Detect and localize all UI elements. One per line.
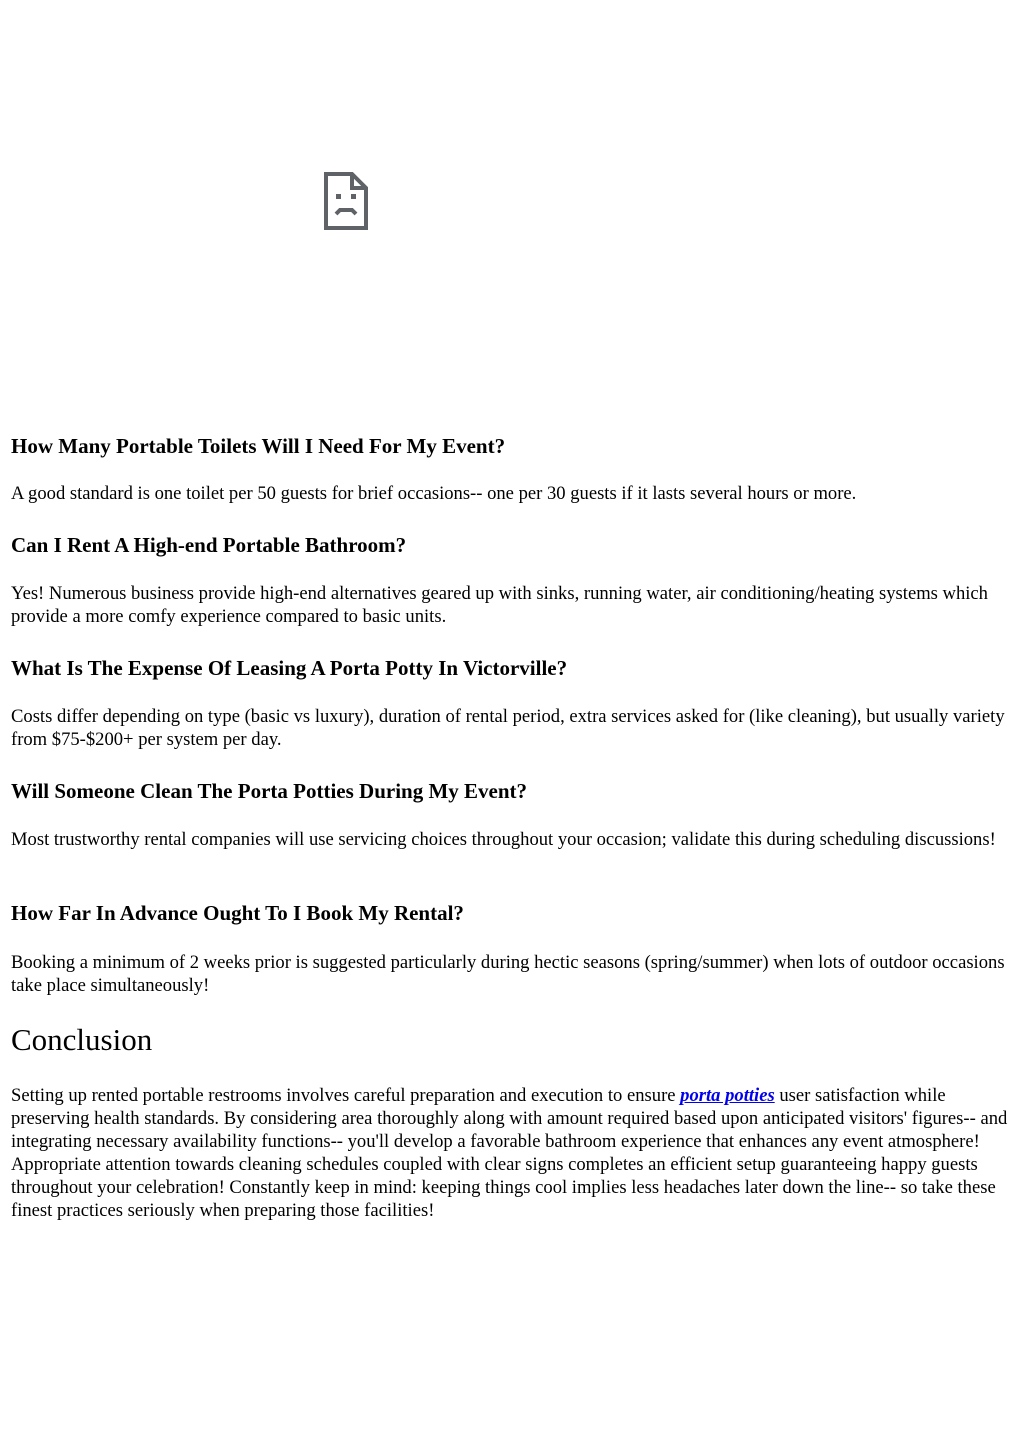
faq-answer-3: Costs differ depending on type (basic vs luxury), duration of rental period, extra services asked for (like cleaning), but usually variety from $75-$200+ per system per day. bbox=[11, 706, 1005, 750]
broken-image-icon bbox=[322, 172, 370, 230]
faq-question-2: Can I Rent A High-end Portable Bathroom? bbox=[11, 533, 407, 557]
faq-answer-2: Yes! Numerous business provide high-end alternatives geared up with sinks, running water, air conditioning/heating systems which provide a more comfy experience compared to basic units. bbox=[11, 583, 988, 627]
conclusion-heading: Conclusion bbox=[11, 1022, 153, 1057]
faq-answer-1: A good standard is one toilet per 50 guests for brief occasions-- one per 30 guests if it lasts several hours or more. bbox=[11, 483, 857, 504]
faq-answer-5: Booking a minimum of 2 weeks prior is suggested particularly during hectic seasons (spring/summer) when lots of outdoor occasions take place simultaneously! bbox=[11, 952, 1005, 996]
faq-question-3: What Is The Expense Of Leasing A Porta Potty In Victorville? bbox=[11, 656, 568, 680]
faq-question-5: How Far In Advance Ought To I Book My Rental? bbox=[11, 901, 464, 925]
faq-question-1: How Many Portable Toilets Will I Need For My Event? bbox=[11, 434, 506, 458]
conclusion-paragraph bbox=[11, 1084, 1011, 1222]
faq-question-4: Will Someone Clean The Porta Potties During My Event? bbox=[11, 779, 528, 803]
conclusion-text-before: Setting up rented portable restrooms involves careful preparation and execution to ensure bbox=[11, 1085, 681, 1106]
faq-answer-4: Most trustworthy rental companies will use servicing choices throughout your occasion; validate this during scheduling discussions! bbox=[11, 829, 996, 850]
porta-potties-link[interactable]: porta potties bbox=[680, 1085, 775, 1106]
conclusion-text-after: user satisfaction while preserving health standards. By considering area thoroughly along with amount required based upon anticipated visitors' figures-- and integrating necessary availability functions-- you'll develop a favorable bathroom experience that enhances any event atmosphere! Appropriate attention towards cleaning schedules coupled with clear signs completes an efficient setup guaranteeing happy guests throughout your celebration! Constantly keep in mind: keeping things cool implies less headaches later down the line-- so take these finest practices seriously when preparing those facilities! bbox=[11, 1085, 1008, 1221]
